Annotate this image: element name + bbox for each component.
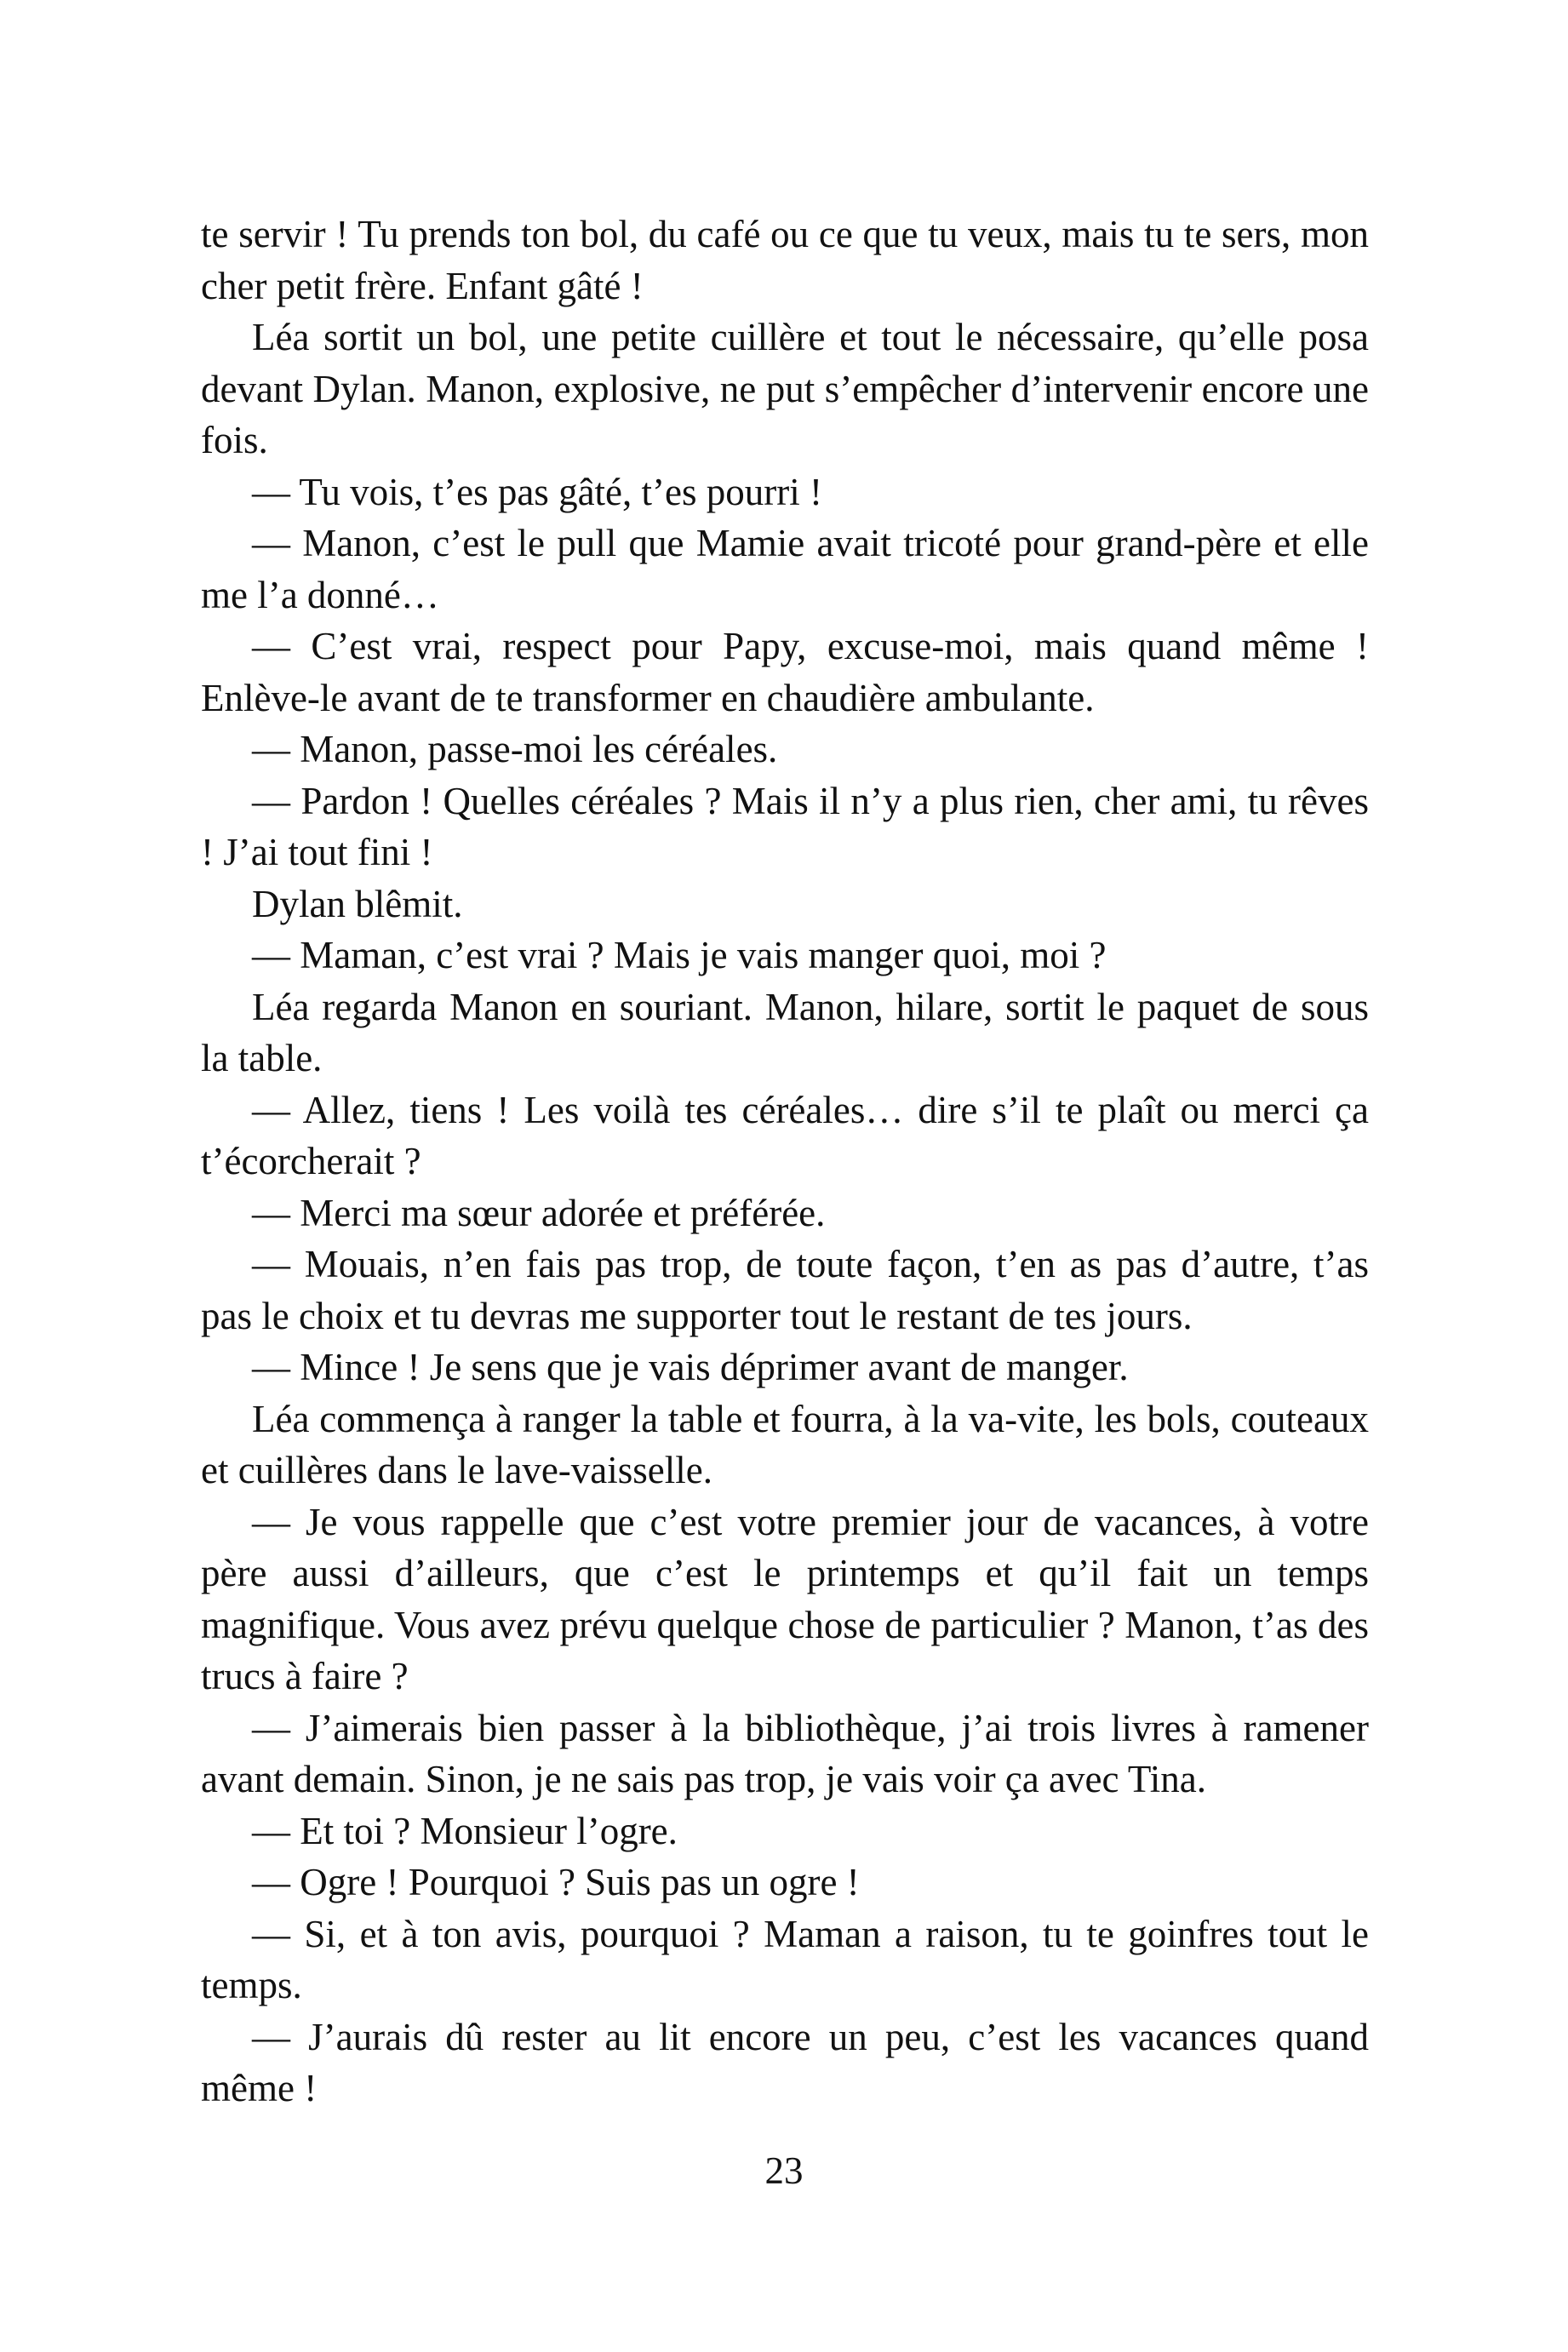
dialogue-line: — Et toi ? Monsieur l’ogre. (252, 1809, 678, 1852)
dialogue-line: — Manon, c’est le pull que Mamie avait tricoté pour grand-père et elle me l’a donné… (201, 522, 1369, 616)
dialogue-line: — Maman, c’est vrai ? Mais je vais manger quoi, moi ? (252, 934, 1107, 976)
dialogue-line: — J’aurais dû rester au lit encore un peu, c’est les vacances quand même ! (201, 2015, 1369, 2109)
paragraph: Léa sortit un bol, une petite cuillère et tout le nécessaire, qu’elle posa devant Dylan. Manon, explosive, ne put s’empêcher d’intervenir encore une fois. (201, 316, 1369, 461)
paragraph: te servir ! Tu prends ton bol, du café ou ce que tu veux, mais tu te sers, mon cher petit frère. Enfant gâté ! (201, 213, 1369, 307)
paragraph: Léa regarda Manon en souriant. Manon, hilare, sortit le paquet de sous la table. (201, 985, 1369, 1079)
dialogue-line: — Mince ! Je sens que je vais déprimer avant de manger. (252, 1346, 1129, 1388)
dialogue-line: — C’est vrai, respect pour Papy, excuse-moi, mais quand même ! Enlève-le avant de te transformer en chaudière ambulante. (201, 625, 1369, 719)
dialogue-line: — J’aimerais bien passer à la bibliothèque, j’ai trois livres à ramener avant demain. Sinon, je ne sais pas trop, je vais voir ça avec Tina. (201, 1706, 1369, 1800)
dialogue-line: — Manon, passe-moi les céréales. (252, 728, 778, 770)
dialogue-line: — Merci ma sœur adorée et préférée. (252, 1191, 826, 1234)
dialogue-line: — Pardon ! Quelles céréales ? Mais il n’y a plus rien, cher ami, tu rêves ! J’ai tout fini ! (201, 779, 1369, 873)
dialogue-line: — Tu vois, t’es pas gâté, t’es pourri ! (252, 470, 822, 513)
page-body-text (201, 209, 1369, 2115)
dialogue-line: — Mouais, n’en fais pas trop, de toute façon, t’en as pas d’autre, t’as pas le choix et tu devras me supporter tout le restant de tes jours. (201, 1243, 1369, 1337)
dialogue-line: — Je vous rappelle que c’est votre premier jour de vacances, à votre père aussi d’ailleurs, que c’est le printemps et qu’il fait un temps magnifique. Vous avez prévu quelque chose de particulier ? Manon, t’as des trucs à faire ? (201, 1500, 1369, 1697)
dialogue-line: — Allez, tiens ! Les voilà tes céréales… dire s’il te plaît ou merci ça t’écorcherait ? (201, 1088, 1369, 1182)
dialogue-line: — Si, et à ton avis, pourquoi ? Maman a raison, tu te goinfres tout le temps. (201, 1912, 1369, 2006)
page-number: 23 (764, 2149, 804, 2192)
paragraph: Dylan blêmit. (252, 882, 463, 925)
paragraph: Léa commença à ranger la table et fourra, à la va-vite, les bols, couteaux et cuillères dans le lave-vaisselle. (201, 1397, 1369, 1491)
dialogue-line: — Ogre ! Pourquoi ? Suis pas un ogre ! (252, 1861, 860, 1903)
